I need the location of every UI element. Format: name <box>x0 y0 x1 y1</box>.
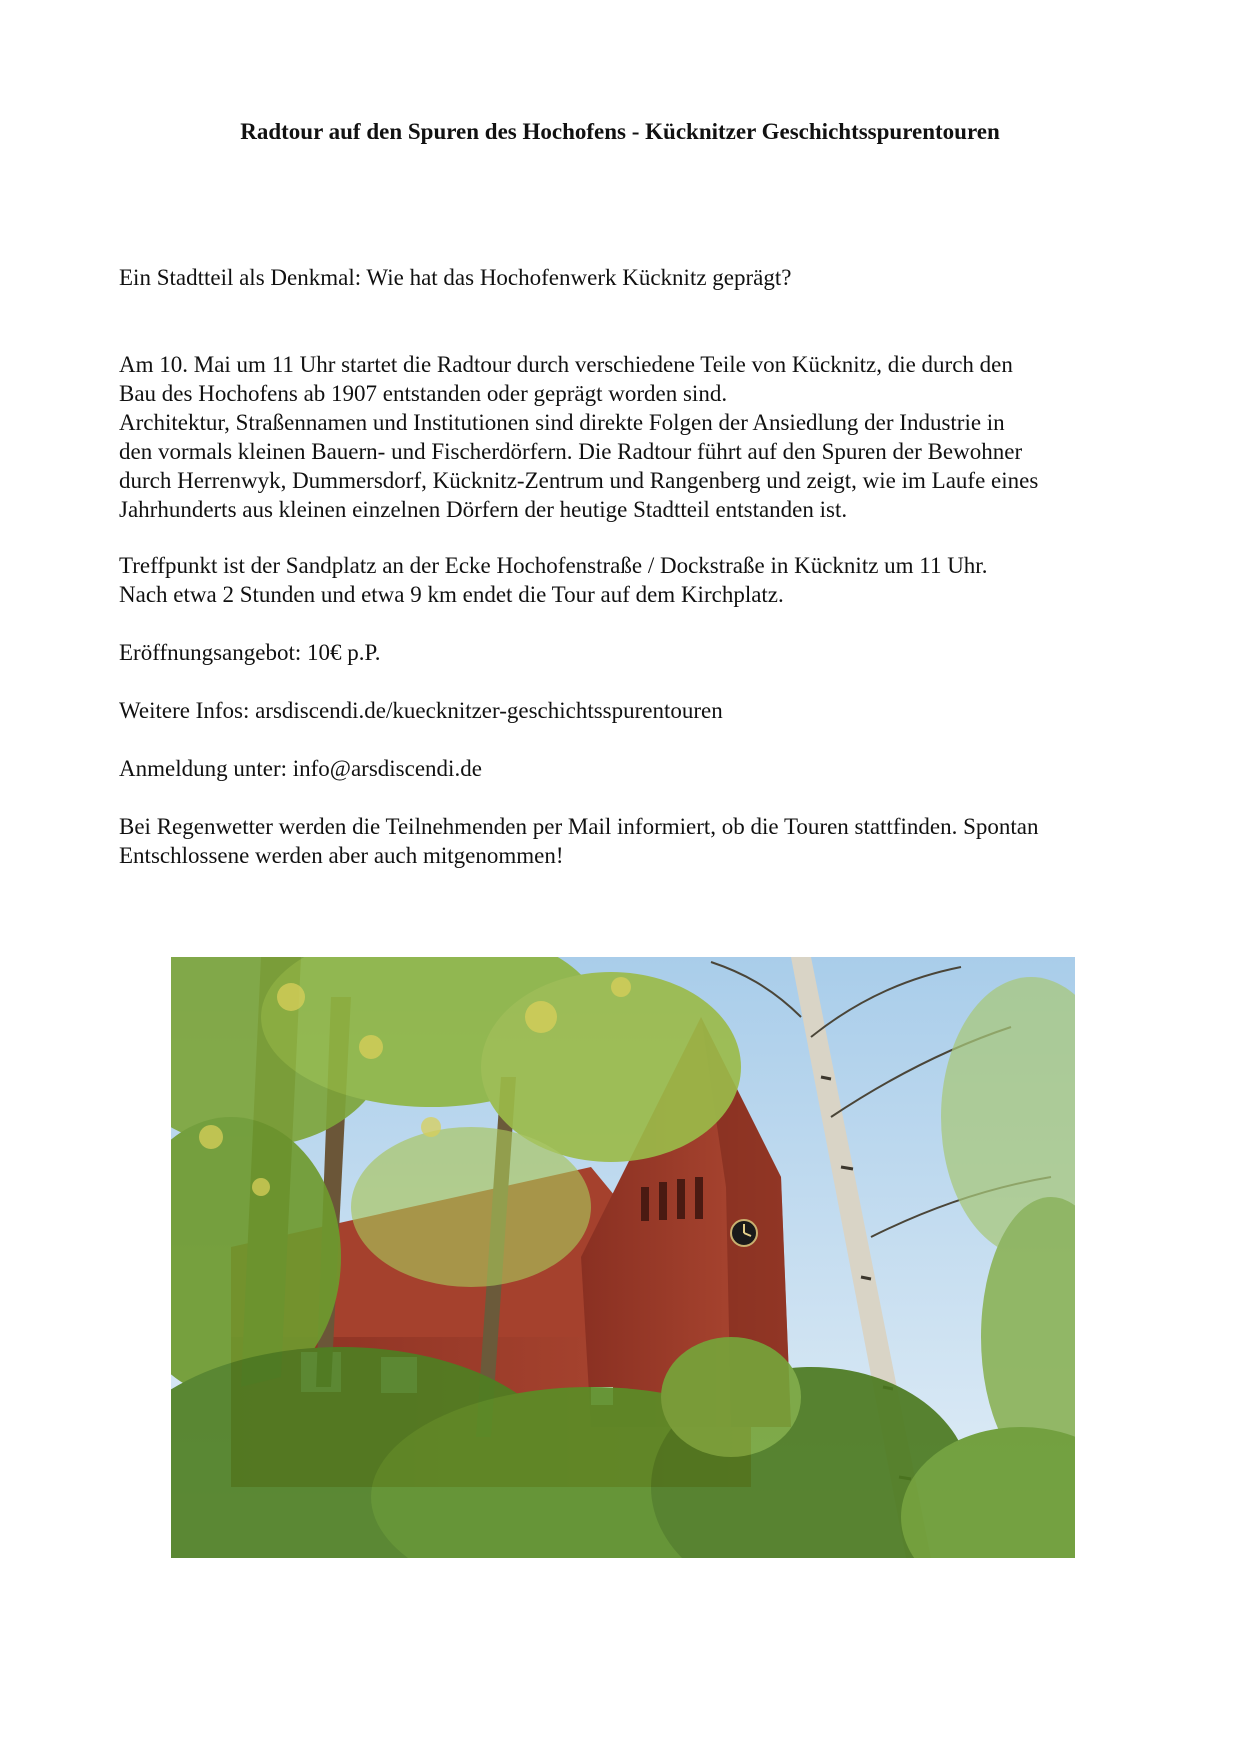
offer-text: Eröffnungsangebot: 10€ p.P. <box>119 640 381 665</box>
meeting-line: Treffpunkt ist der Sandplatz an der Ecke Hochofenstraße / Dockstraße in Kücknitz um 11 Uhr. <box>119 553 988 578</box>
signup-paragraph <box>119 754 1139 783</box>
intro-line: den vormals kleinen Bauern- und Fischerdörfern. Die Radtour führt auf den Spuren der Bewohner <box>119 439 1023 464</box>
subtitle-text: Ein Stadtteil als Denkmal: Wie hat das Hochofenwerk Kücknitz geprägt? <box>119 265 792 290</box>
rain-line: Bei Regenwetter werden die Teilnehmenden per Mail informiert, ob die Touren stattfinden. Spontan <box>119 814 1039 839</box>
meeting-paragraph <box>119 551 1139 609</box>
intro-line: Architektur, Straßennamen und Institutionen sind direkte Folgen der Ansiedlung der Industrie in <box>119 410 1005 435</box>
intro-line: Bau des Hochofens ab 1907 entstanden oder geprägt worden sind. <box>119 381 728 406</box>
church-photo-illustration <box>171 957 1075 1558</box>
intro-paragraph <box>119 350 1139 524</box>
church-photo <box>171 957 1075 1558</box>
document-subtitle <box>119 263 1139 292</box>
rain-paragraph <box>119 812 1139 870</box>
intro-line: Jahrhunderts aus kleinen einzelnen Dörfern der heutige Stadtteil entstanden ist. <box>119 497 848 522</box>
signup-text: Anmeldung unter: info@arsdiscendi.de <box>119 756 482 781</box>
intro-line: Am 10. Mai um 11 Uhr startet die Radtour durch verschiedene Teile von Kücknitz, die durch den <box>119 352 1013 377</box>
document-title: Radtour auf den Spuren des Hochofens - Kücknitzer Geschichtsspurentouren <box>240 119 1000 144</box>
intro-line: durch Herrenwyk, Dummersdorf, Kücknitz-Zentrum und Rangenberg und zeigt, wie im Laufe eines <box>119 468 1039 493</box>
rain-line: Entschlossene werden aber auch mitgenommen! <box>119 843 564 868</box>
meeting-line: Nach etwa 2 Stunden und etwa 9 km endet die Tour auf dem Kirchplatz. <box>119 582 784 607</box>
infos-text: Weitere Infos: arsdiscendi.de/kuecknitzer-geschichtsspurentouren <box>119 698 723 723</box>
infos-paragraph <box>119 696 1139 725</box>
offer-paragraph <box>119 638 1139 667</box>
